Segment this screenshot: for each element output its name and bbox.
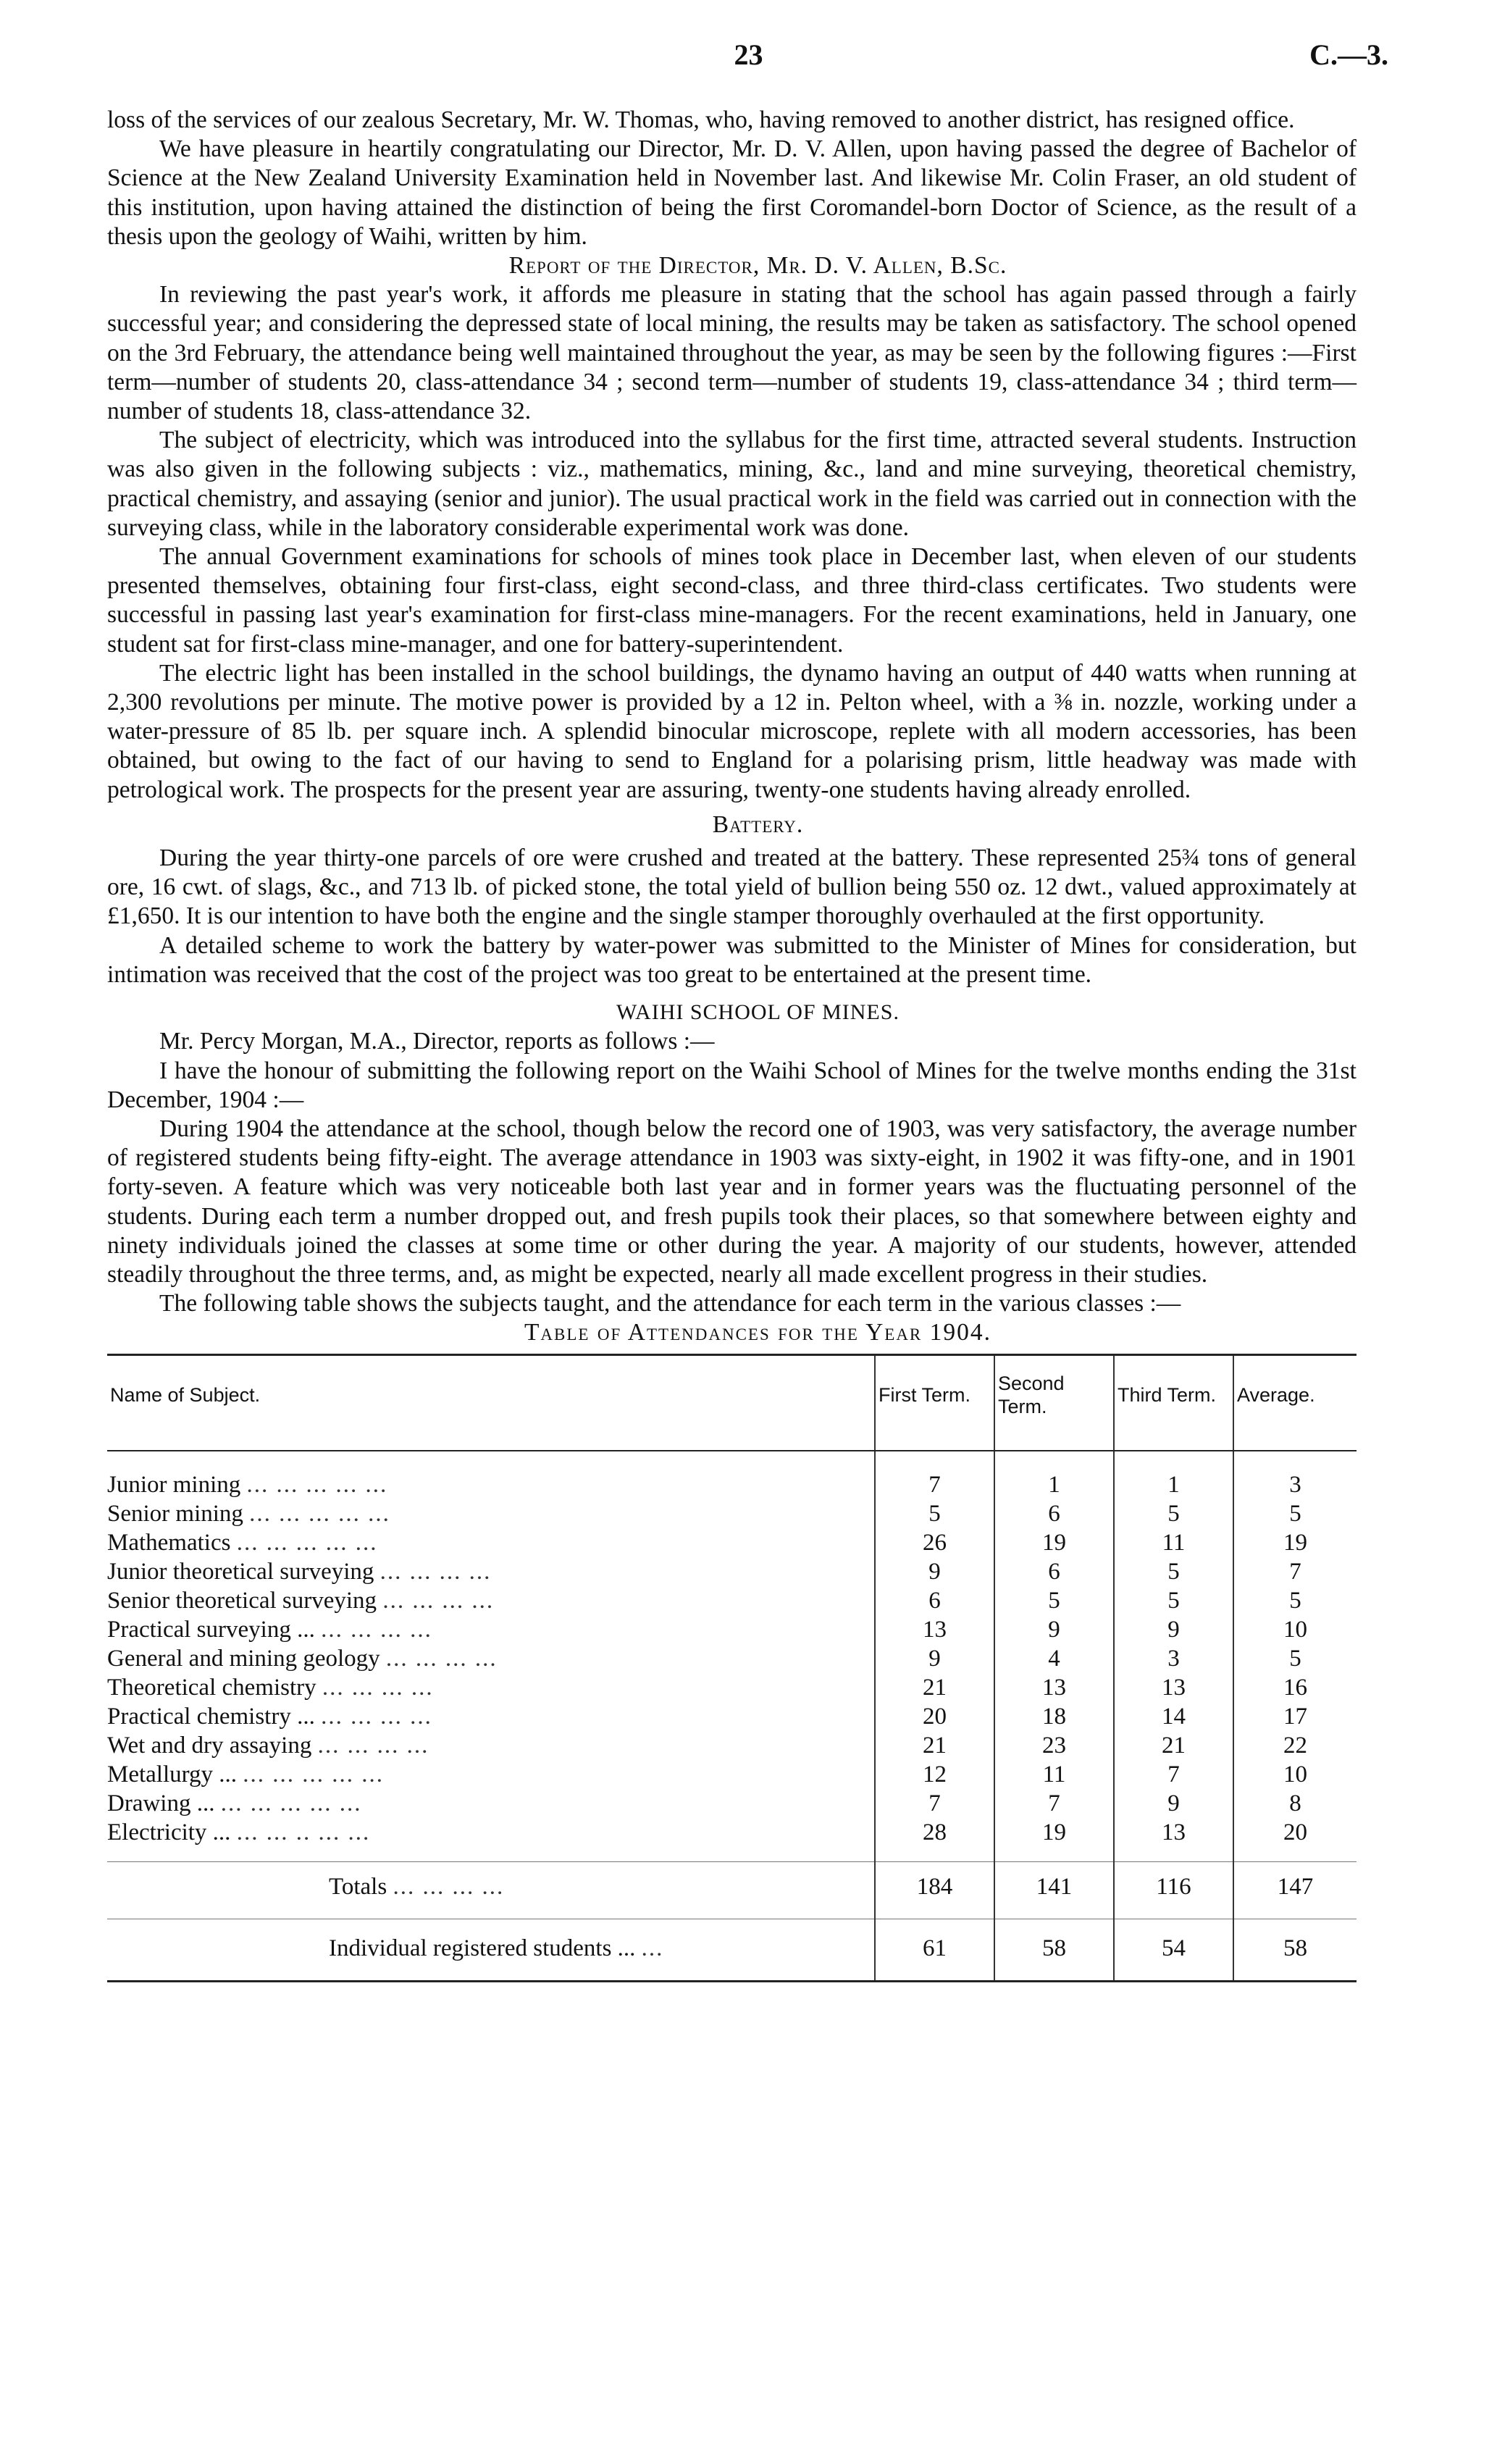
table-row — [107, 1644, 1356, 1673]
paragraph: I have the honour of submitting the following report on the Waihi School of Mines for the twelve months ending the 31st December, 1904 :— — [107, 1057, 1356, 1113]
first-term-cell: 7 — [875, 1451, 994, 1499]
table-row — [107, 1586, 1356, 1615]
paragraph: In reviewing the past year's work, it affords me pleasure in stating that the school has again passed through a fairly successful year; and considering the depressed state of local mining, the results may be taken as satisfactory. The school opened on the 3rd February, the attendance being well maintained throughout the year, as may be seen by the following figures :—First term—number of students 20, class-attendance 34 ; second term—number of students 19, class-attendance 34 ; third term—number of students 18, class-attendance 32. — [107, 281, 1356, 425]
first-term-cell: 26 — [875, 1528, 994, 1557]
average-cell: 5 — [1233, 1586, 1356, 1615]
second-term-cell: 1 — [994, 1451, 1114, 1499]
table-title: Table of Attendances for the Year 1904. — [524, 1319, 992, 1346]
table-row — [107, 1673, 1356, 1702]
table-row — [107, 1702, 1356, 1731]
paragraph: The following table shows the subjects taught, and the attendance for each term in the various classes :— — [159, 1290, 1181, 1317]
second-term-cell: 4 — [994, 1644, 1114, 1673]
second-term-cell: 13 — [994, 1673, 1114, 1702]
average-cell: 5 — [1233, 1644, 1356, 1673]
document-body — [107, 106, 1356, 1982]
subject-cell: Mathematics ... ... ... ... ... — [107, 1529, 378, 1556]
second-term-cell: 23 — [994, 1731, 1114, 1760]
first-term-cell: 6 — [875, 1586, 994, 1615]
subject-cell: General and mining geology ... ... ... ... — [107, 1645, 498, 1672]
paragraph: loss of the services of our zealous Secretary, Mr. W. Thomas, who, having removed to another district, has resigned office. — [107, 106, 1295, 133]
third-term-total: 116 — [1114, 1861, 1233, 1919]
average-cell: 17 — [1233, 1702, 1356, 1731]
registered-students-row — [107, 1919, 1356, 1981]
third-term-cell: 3 — [1114, 1644, 1233, 1673]
average-cell: 22 — [1233, 1731, 1356, 1760]
paragraph: The annual Government examinations for schools of mines took place in December last, when eleven of our students presented themselves, obtaining four first-class, eight second-class, and three third-class certificates. Two students were successful in passing last year's examination for first-class mine-managers. For the recent examinations, held in January, one student sat for first-class mine-manager, and one for battery-superintendent. — [107, 543, 1356, 658]
table-row — [107, 1789, 1356, 1818]
paragraph: Mr. Percy Morgan, M.A., Director, reports as follows :— — [159, 1028, 715, 1055]
paragraph: The subject of electricity, which was introduced into the syllabus for the first time, attracted several students. Instruction was also given in the following subjects : viz., mathematics, mining, &c., land and mine surveying, theoretical chemistry, practical chemistry, and assaying (senior and junior). The usual practical work in the field was carried out in connection with the surveying class, while in the laboratory considerable experimental work was done. — [107, 427, 1356, 541]
average-cell: 8 — [1233, 1789, 1356, 1818]
column-header-subject: Name of Subject. — [107, 1354, 875, 1451]
paragraph: The electric light has been installed in the school buildings, the dynamo having an output of 440 watts when running at 2,300 revolutions per minute. The motive power is provided by a 12 in. Pelton wheel, with a ⅜ in. nozzle, working under a water-pressure of 85 lb. per square inch. A splendid binocular microscope, replete with all modern accessories, has been obtained, but owing to the fact of our having to send to England for a polarising prism, little headway was made with petrological work. The prospects for the present year are assuring, twenty-one students having already enrolled. — [107, 659, 1356, 803]
second-term-cell: 19 — [994, 1818, 1114, 1862]
subject-cell: Wet and dry assaying ... ... ... ... — [107, 1732, 429, 1759]
second-term-registered: 58 — [994, 1919, 1114, 1981]
average-cell: 16 — [1233, 1673, 1356, 1702]
third-term-cell: 9 — [1114, 1789, 1233, 1818]
first-term-total: 184 — [875, 1861, 994, 1919]
second-term-cell: 5 — [994, 1586, 1114, 1615]
average-cell: 20 — [1233, 1818, 1356, 1862]
first-term-cell: 12 — [875, 1760, 994, 1789]
first-term-cell: 13 — [875, 1615, 994, 1644]
table-row — [107, 1818, 1356, 1862]
first-term-cell: 21 — [875, 1673, 994, 1702]
subject-cell: Electricity ... ... ... .. ... ... — [107, 1819, 371, 1845]
table-header-row — [107, 1354, 1356, 1451]
third-term-cell: 5 — [1114, 1499, 1233, 1528]
first-term-cell: 9 — [875, 1557, 994, 1586]
first-term-registered: 61 — [875, 1919, 994, 1981]
first-term-cell: 5 — [875, 1499, 994, 1528]
column-header-second-term: Second Term. — [994, 1354, 1114, 1451]
registered-label-cell: Individual registered students ... ... — [107, 1919, 875, 1981]
average-cell: 10 — [1233, 1760, 1356, 1789]
second-term-total: 141 — [994, 1861, 1114, 1919]
paragraph: During the year thirty-one parcels of ore were crushed and treated at the battery. These represented 25¾ tons of general ore, 16 cwt. of slags, &c., and 713 lb. of picked stone, the total yield of bullion being 550 oz. 12 dwt., valued approximately at £1,650. It is our intention to have both the engine and the single stamper thoroughly overhauled at the first opportunity. — [107, 845, 1356, 930]
table-row — [107, 1499, 1356, 1528]
paragraph: A detailed scheme to work the battery by water-power was submitted to the Minister of Mines for consideration, but intimation was received that the cost of the project was too great to be entertained at the present time. — [107, 931, 1356, 988]
paragraph: We have pleasure in heartily congratulating our Director, Mr. D. V. Allen, upon having passed the degree of Bachelor of Science at the New Zealand University Examination held in November last. And likewise Mr. Colin Fraser, an old student of this institution, upon having attained the distinction of being the first Coromandel-born Doctor of Science, as the result of a thesis upon the geology of Waihi, written by him. — [107, 135, 1356, 250]
subject-cell: Metallurgy ... ... ... ... ... ... — [107, 1761, 385, 1788]
average-cell: 3 — [1233, 1451, 1356, 1499]
subject-cell: Junior theoretical surveying ... ... ... ... — [107, 1558, 492, 1585]
third-term-cell: 14 — [1114, 1702, 1233, 1731]
first-term-cell: 9 — [875, 1644, 994, 1673]
average-cell: 7 — [1233, 1557, 1356, 1586]
second-term-cell: 19 — [994, 1528, 1114, 1557]
third-term-cell: 1 — [1114, 1451, 1233, 1499]
first-term-cell: 20 — [875, 1702, 994, 1731]
first-term-cell: 28 — [875, 1818, 994, 1862]
third-term-cell: 5 — [1114, 1557, 1233, 1586]
column-header-first-term: First Term. — [875, 1354, 994, 1451]
column-header-third-term: Third Term. — [1114, 1354, 1233, 1451]
subject-cell: Senior mining ... ... ... ... ... — [107, 1500, 390, 1527]
section-heading-waihi: WAIHI SCHOOL OF MINES. — [616, 1000, 900, 1025]
third-term-cell: 13 — [1114, 1818, 1233, 1862]
third-term-cell: 13 — [1114, 1673, 1233, 1702]
average-registered: 58 — [1233, 1919, 1356, 1981]
table-row — [107, 1451, 1356, 1499]
second-term-cell: 7 — [994, 1789, 1114, 1818]
third-term-cell: 21 — [1114, 1731, 1233, 1760]
subject-cell: Junior mining ... ... ... ... ... — [107, 1471, 388, 1498]
subject-cell: Practical chemistry ... ... ... ... ... — [107, 1703, 432, 1730]
table-row — [107, 1731, 1356, 1760]
subject-cell: Drawing ... ... ... ... ... ... — [107, 1790, 362, 1816]
attendance-table — [107, 1354, 1356, 1982]
document-reference: C.—3. — [1309, 38, 1388, 71]
second-term-cell: 11 — [994, 1760, 1114, 1789]
page-number: 23 — [734, 38, 763, 71]
third-term-cell: 9 — [1114, 1615, 1233, 1644]
subject-cell: Senior theoretical surveying ... ... ... ... — [107, 1587, 495, 1614]
first-term-cell: 7 — [875, 1789, 994, 1818]
average-total: 147 — [1233, 1861, 1356, 1919]
page-header — [109, 38, 1388, 81]
third-term-registered: 54 — [1114, 1919, 1233, 1981]
subject-cell: Theoretical chemistry ... ... ... ... — [107, 1674, 434, 1701]
table-row — [107, 1760, 1356, 1789]
second-term-cell: 9 — [994, 1615, 1114, 1644]
table-row — [107, 1615, 1356, 1644]
table-row — [107, 1557, 1356, 1586]
third-term-cell: 11 — [1114, 1528, 1233, 1557]
average-cell: 19 — [1233, 1528, 1356, 1557]
subject-cell: Practical surveying ... ... ... ... ... — [107, 1616, 432, 1643]
second-term-cell: 18 — [994, 1702, 1114, 1731]
totals-row — [107, 1861, 1356, 1919]
section-heading-battery: Battery. — [712, 810, 804, 838]
third-term-cell: 7 — [1114, 1760, 1233, 1789]
second-term-cell: 6 — [994, 1557, 1114, 1586]
column-header-average: Average. — [1233, 1354, 1356, 1451]
average-cell: 10 — [1233, 1615, 1356, 1644]
section-heading-director-report: Report of the Director, Mr. D. V. Allen, B.Sc. — [508, 252, 1007, 280]
paragraph: During 1904 the attendance at the school, though below the record one of 1903, was very satisfactory, the average number of registered students being fifty-eight. The average attendance in 1903 was sixty-eight, in 1902 it was fifty-one, and in 1901 forty-seven. A feature which was very noticeable both last year and in former years was the fluctuating personnel of the students. During each term a number dropped out, and fresh pupils took their places, so that somewhere between eighty and ninety individuals joined the classes at some time or other during the year. A majority of our students, however, attended steadily throughout the three terms, and, as might be expected, nearly all made excellent progress in their studies. — [107, 1115, 1356, 1288]
totals-label-cell: Totals ... ... ... ... — [107, 1861, 875, 1919]
first-term-cell: 21 — [875, 1731, 994, 1760]
average-cell: 5 — [1233, 1499, 1356, 1528]
table-row — [107, 1528, 1356, 1557]
second-term-cell: 6 — [994, 1499, 1114, 1528]
third-term-cell: 5 — [1114, 1586, 1233, 1615]
